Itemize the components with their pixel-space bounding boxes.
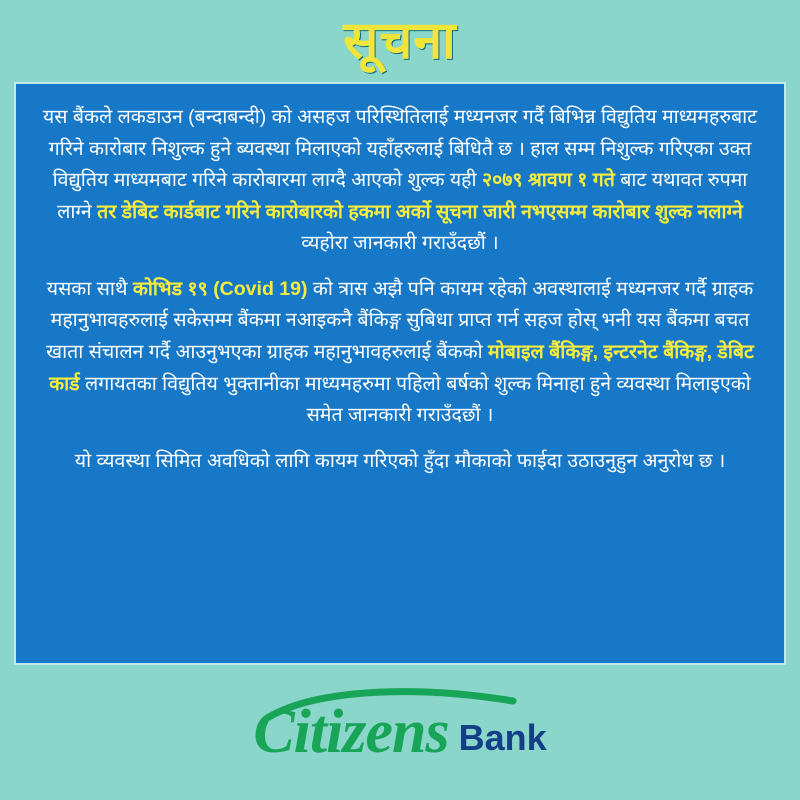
notice-paragraph-2 <box>42 274 758 432</box>
logo-swoosh-icon <box>267 687 517 721</box>
poster-footer <box>0 665 800 800</box>
body-text: बाट यथावत रुपमा लाग्ने <box>57 169 748 223</box>
body-text: व्यहोरा जानकारी गराउँदछौं । <box>301 232 499 255</box>
notice-paragraph-1 <box>42 102 758 260</box>
body-text: को त्रास अझै पनि कायम रहेको अवस्थालाई मध्यनजर गर्दै ग्राहक महानुभावहरुलाई सकेसम्म बैंकमा नआइकनै बैंकिङ्ग सुबिधा प्राप्त गर्न सहज होस् भनी यस बैंकमा बचत खाता संचालन गर्दै आउनुभएका ग्राहक महानुभावहरुलाई बैंकको <box>46 277 754 364</box>
logo-primary-text: Citizens <box>253 698 449 767</box>
body-text: यस बैंकले लकडाउन (बन्दाबन्दी) को असहज परिस्थितिलाई मध्यनजर गर्दै बिभिन्न विद्युतिय माध्यमहरुबाट गरिने कारोबार निशुल्क हुने ब्यवस्था मिलाएको यहाँहरुलाई बिधितै छ । हाल सम्म निशुल्क गरिएका उक्त विद्युतिय माध्यमबाट गरिने कारोबारमा लाग्दै आएको शुल्क यही <box>42 106 758 192</box>
body-text: यसका साथै <box>46 277 133 300</box>
highlighted-text: कोभिड १९ (Covid 19) <box>132 277 308 300</box>
bank-logo <box>253 698 547 767</box>
notice-body <box>14 82 786 665</box>
body-text: लगायतका विद्युतिय भुक्तानीका माध्यमहरुमा पहिलो बर्षको शुल्क मिनाहा हुने व्यवस्था मिलाइएको समेत जानकारी गराउँदछौं । <box>79 372 751 427</box>
logo-secondary-text: Bank <box>458 716 547 758</box>
highlighted-text: तर डेबिट कार्डबाट गरिने कारोबारको हकमा अर्को सूचना जारी नभएसम्म कारोबार शुल्क नलाग्ने <box>97 200 743 223</box>
highlighted-text: मोबाइल बैंकिङ्ग, इन्टरनेट बैंकिङ्ग, डेबिट कार्ड <box>49 341 754 395</box>
notice-paragraph-3 <box>42 446 758 478</box>
body-text: यो व्यवस्था सिमित अवधिको लागि कायम गरिएको हुँदा मौकाको फाईदा उठाउनुहुन अनुरोध छ । <box>74 449 726 472</box>
highlighted-text: २०७९ श्रावण १ गते <box>482 169 615 192</box>
poster-header <box>0 0 800 82</box>
page-title: सूचना <box>343 12 457 70</box>
